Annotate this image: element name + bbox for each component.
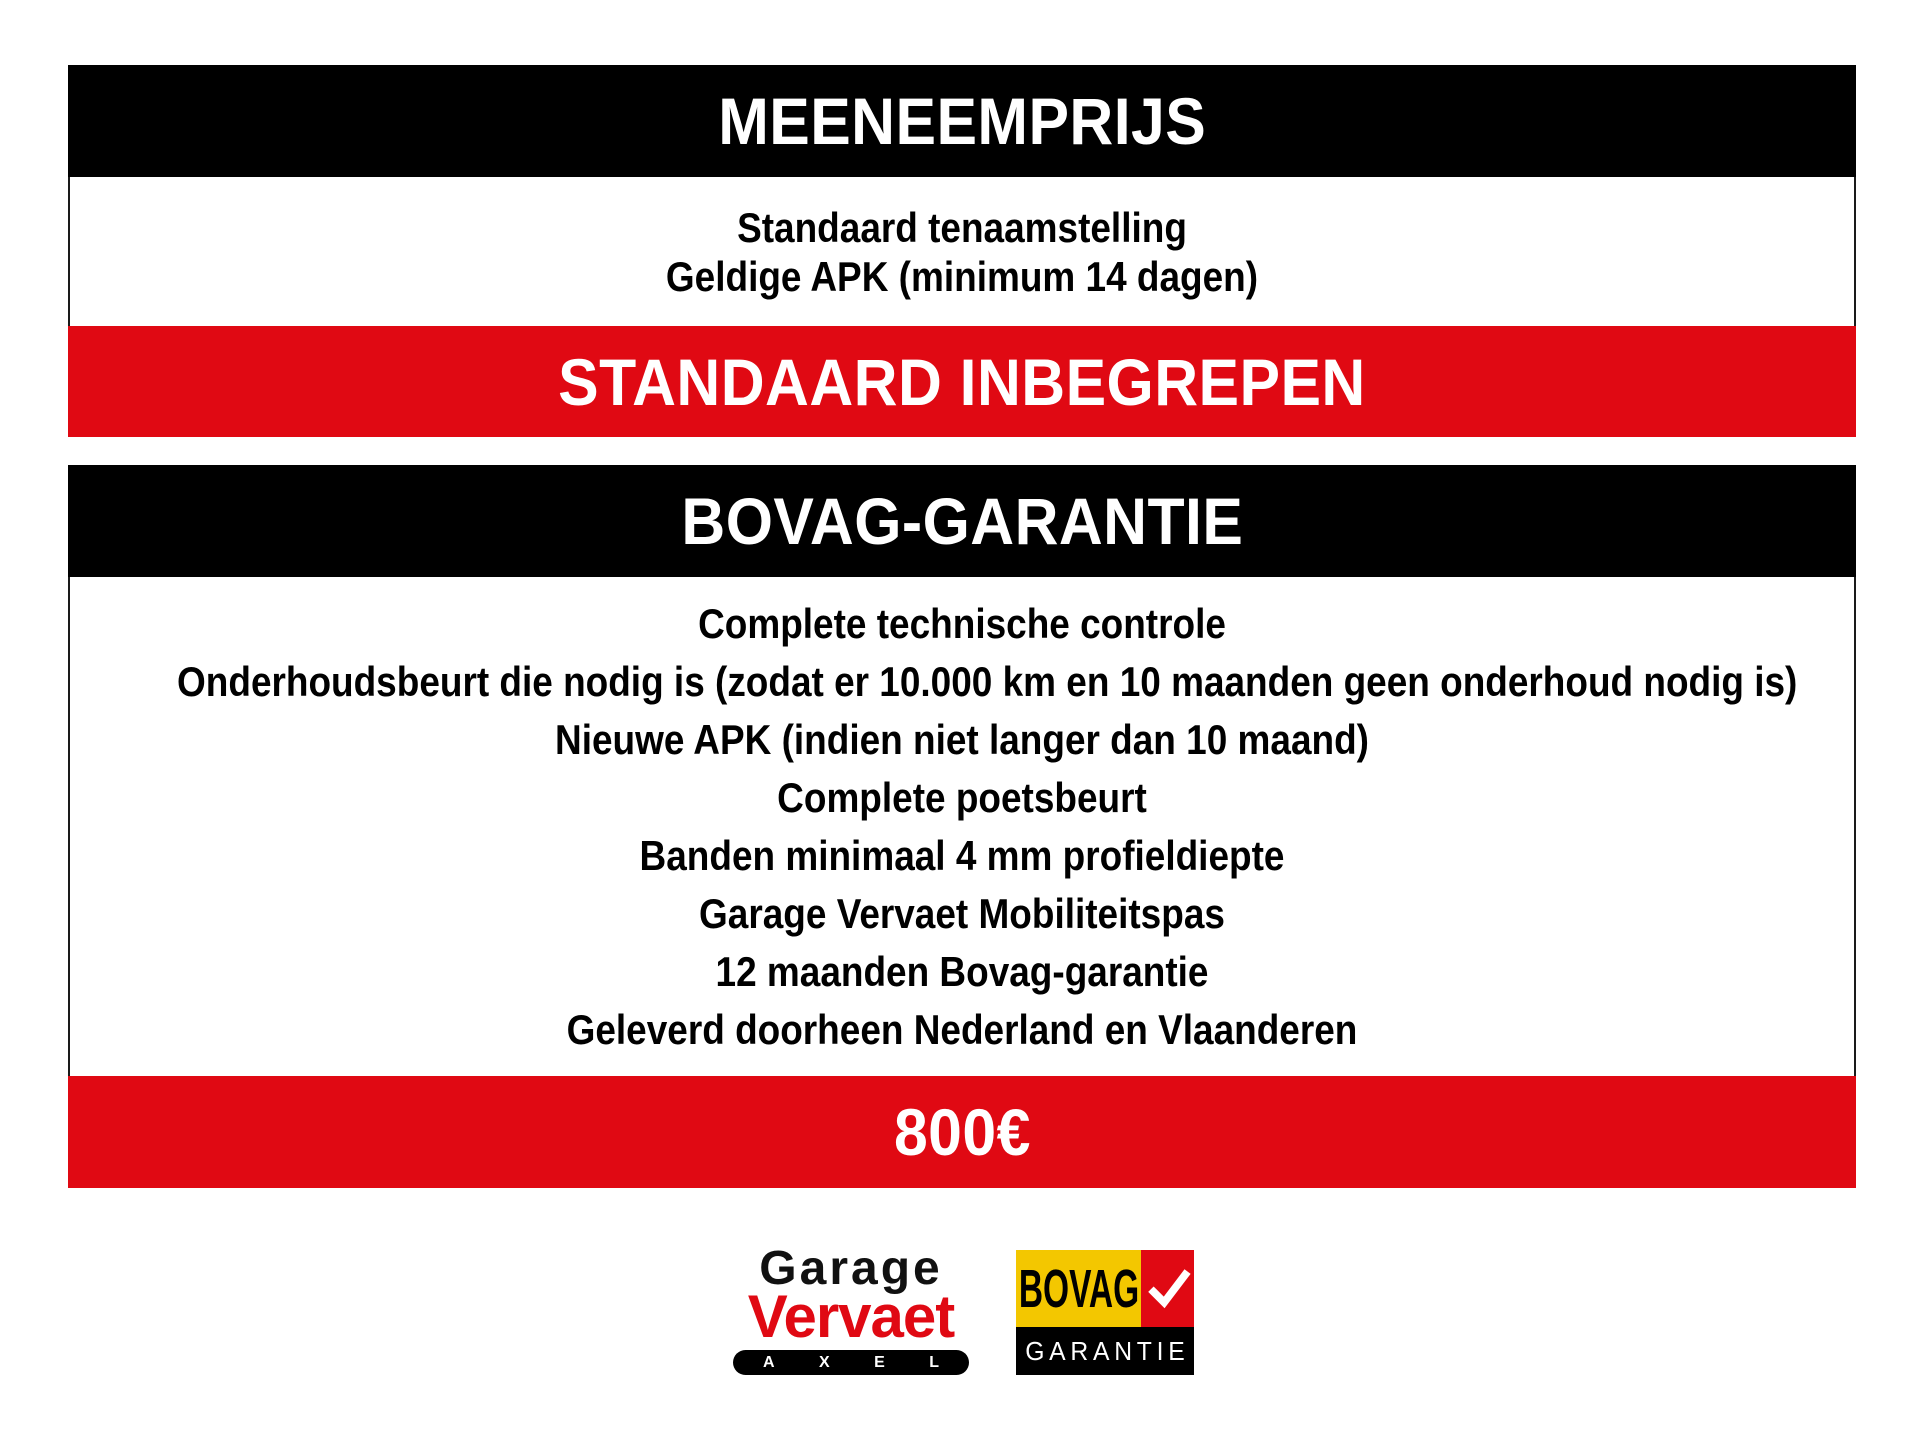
meeneemprijs-title: MEENEEMPRIJS bbox=[717, 84, 1207, 158]
logo-row bbox=[0, 1242, 1920, 1375]
axel-letter: L bbox=[929, 1354, 939, 1371]
garage-vervaet-logo-name: Vervaet bbox=[747, 1283, 955, 1350]
bovag-line: Garage Vervaet Mobiliteitspas bbox=[699, 889, 1225, 937]
axel-letter: X bbox=[819, 1354, 830, 1371]
bovag-line: Banden minimaal 4 mm profieldiepte bbox=[639, 831, 1285, 879]
checkmark-icon bbox=[1145, 1266, 1191, 1312]
meeneemprijs-line: Standaard tenaamstelling bbox=[737, 203, 1187, 251]
meeneemprijs-header bbox=[68, 65, 1856, 177]
bovag-line: Complete poetsbeurt bbox=[777, 773, 1147, 821]
bovag-garantie-title: BOVAG-GARANTIE bbox=[681, 484, 1243, 558]
meeneemprijs-body bbox=[68, 177, 1856, 326]
standaard-inbegrepen-label: STANDAARD INBEGREPEN bbox=[558, 344, 1366, 419]
bovag-line: Onderhoudsbeurt die nodig is (zodat er 10.000 km en 10 maanden geen onderhoud nodig is) bbox=[177, 657, 1798, 705]
bovag-line: Nieuwe APK (indien niet langer dan 10 maand) bbox=[555, 715, 1369, 763]
meeneemprijs-line: Geldige APK (minimum 14 dagen) bbox=[665, 252, 1259, 300]
bovag-garantie-logo bbox=[1016, 1250, 1194, 1375]
axel-letter: A bbox=[763, 1354, 775, 1371]
bovag-garantie-body bbox=[68, 577, 1856, 1076]
bovag-line: Complete technische controle bbox=[698, 599, 1226, 647]
bovag-garantie-header bbox=[68, 465, 1856, 577]
bovag-logo-brand-block bbox=[1016, 1250, 1141, 1327]
bovag-logo-bottom-block bbox=[1016, 1327, 1194, 1375]
bovag-logo-check-block bbox=[1141, 1250, 1194, 1327]
price-value: 800€ bbox=[893, 1095, 1031, 1169]
bovag-logo-brand: BOVAG bbox=[1018, 1258, 1139, 1319]
axel-badge bbox=[733, 1350, 969, 1375]
standaard-inbegrepen-banner bbox=[68, 326, 1856, 437]
bovag-logo-bottom-label: GARANTIE bbox=[1025, 1335, 1190, 1366]
bovag-line: Geleverd doorheen Nederland en Vlaanderen bbox=[566, 1005, 1358, 1053]
garage-vervaet-logo-top: Garage bbox=[759, 1242, 943, 1295]
bovag-line: 12 maanden Bovag-garantie bbox=[715, 947, 1209, 995]
axel-letter: E bbox=[874, 1354, 885, 1371]
garage-vervaet-logo bbox=[726, 1242, 976, 1375]
price-banner bbox=[68, 1076, 1856, 1188]
